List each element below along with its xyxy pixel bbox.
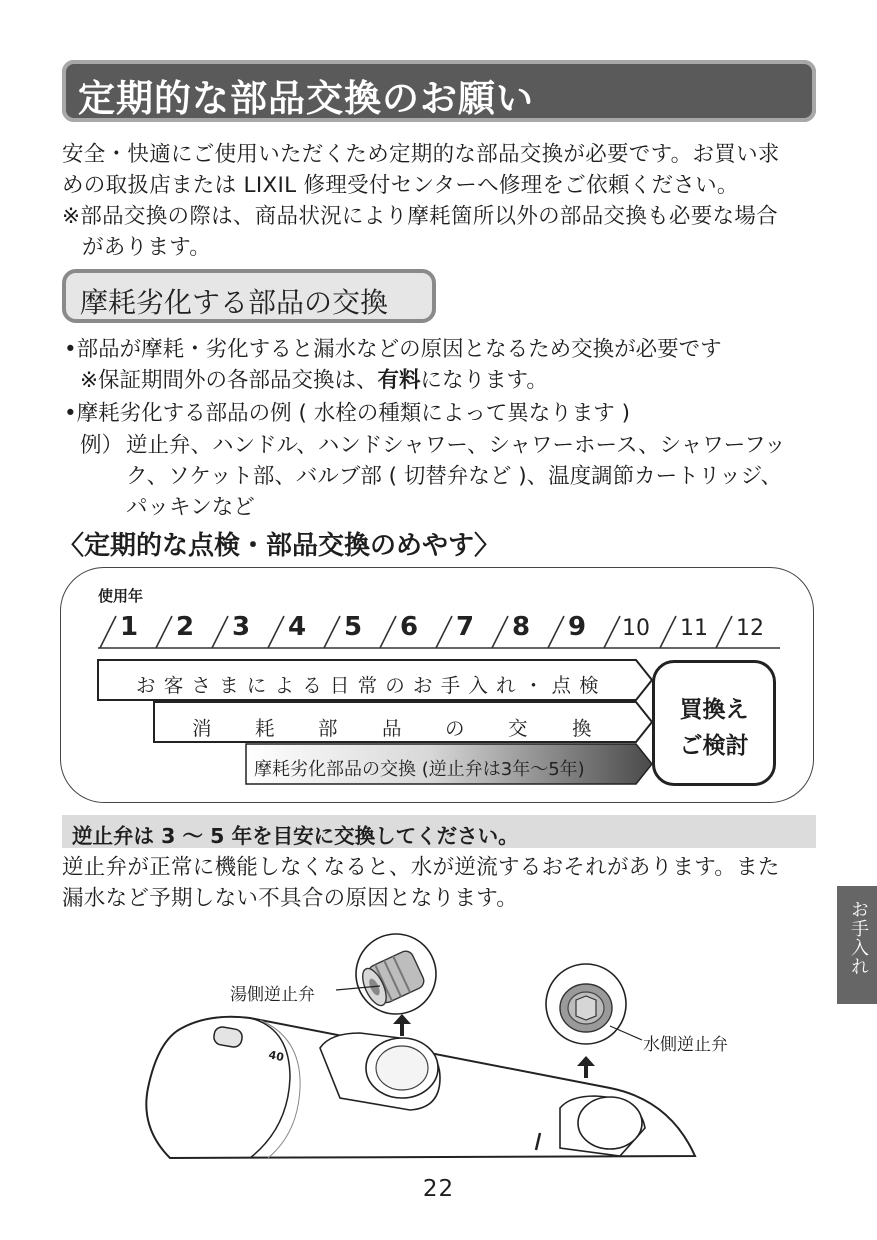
dial-mark: 40 [267,1048,286,1065]
warranty-note [80,365,548,396]
banner-consumables-char-2: 耗 [255,717,275,740]
banner-consumables-char-4: 品 [382,717,402,740]
banner-worn-parts-label: 摩耗劣化部品の交換 (逆止弁は3年〜5年) [254,759,585,780]
year-6: 6 [400,612,419,642]
banner-consumables-char-5: の [445,717,465,740]
bullet-parts-examples: •摩耗劣化する部品の例 ( 水栓の種類によって異なります ) [64,401,630,426]
hot-check-valve-label: 湯側逆止弁 [230,985,315,1005]
schedule-heading: 〈定期的な点検・部品交換のめやす〉 [58,531,501,561]
example-line-1: 逆止弁、ハンドル、ハンドシャワー、シャワーホース、シャワーフッ [126,433,786,458]
intro-note-line-1: ※部品交換の際は、商品状況により摩耗箇所以外の部品交換も必要な場合 [62,204,778,229]
warranty-suffix: になります。 [420,368,548,393]
year-8: 8 [512,612,531,642]
intro-line-1: 安全・快適にご使用いただくため定期的な部品交換が必要です。お買い求 [62,142,780,167]
warranty-prefix: ※保証期間外の各部品交換は、 [80,368,378,393]
notice-line-1: 逆止弁が正常に機能しなくなると、水が逆流するおそれがあります。また [62,855,780,880]
banner-consumables-char-6: 交 [508,717,528,740]
year-5: 5 [344,612,363,642]
check-valve-notice [62,815,816,848]
replacement-line-2: ご検討 [679,733,749,759]
check-valve-notice-text: 逆止弁は 3 〜 5 年を目安に交換してください。 [72,824,519,848]
page-title: 定期的な部品交換のお願い [78,77,534,120]
example-line-2: ク、ソケット部、バルブ部 ( 切替弁など )、温度調節カートリッジ、 [126,464,783,489]
bullet-replacement-needed: •部品が摩耗・劣化すると漏水などの原因となるため交換が必要です [64,337,722,362]
example-line-3: パッキンなど [126,495,255,520]
banner-consumables-char-7: 換 [572,717,592,740]
year-4: 4 [288,612,307,642]
banner-daily-care-label: お 客 さ ま に よ る 日 常 の お 手 入 れ ・ 点 検 [136,674,600,697]
year-ruler [96,612,780,650]
intro-note-line-2: があります。 [82,235,212,260]
cold-check-valve-label: 水側逆止弁 [643,1035,728,1055]
page-title-banner [62,60,816,122]
banner-consumables-char-3: 部 [318,717,338,740]
page-number: 22 [422,1176,455,1202]
section-title: 摩耗劣化する部品の交換 [80,286,389,319]
year-ruler-lines [96,612,780,650]
year-2: 2 [176,612,195,642]
year-7: 7 [456,612,475,642]
faucet-illustration [140,928,700,1160]
years-label: 使用年 [98,587,144,605]
year-1: 1 [120,612,139,642]
year-3: 3 [232,612,251,642]
year-12: 12 [736,616,764,641]
replacement-box [652,660,776,786]
section-title-box [62,269,436,323]
intro-line-2: めの取扱店または LIXIL 修理受付センターへ修理をご依頼ください。 [62,173,739,198]
replacement-line-1: 買換え [679,697,749,723]
care-section-tab[interactable] [837,886,877,1004]
year-11: 11 [680,616,708,641]
year-10: 10 [622,616,650,641]
care-section-tab-label: お手入れ [848,900,869,976]
year-9: 9 [568,612,587,642]
warranty-paid: 有料 [377,368,421,393]
example-label: 例） [80,433,124,458]
banner-consumables-char-1: 消 [192,717,212,740]
notice-line-2: 漏水など予期しない不具合の原因となります。 [62,886,519,911]
